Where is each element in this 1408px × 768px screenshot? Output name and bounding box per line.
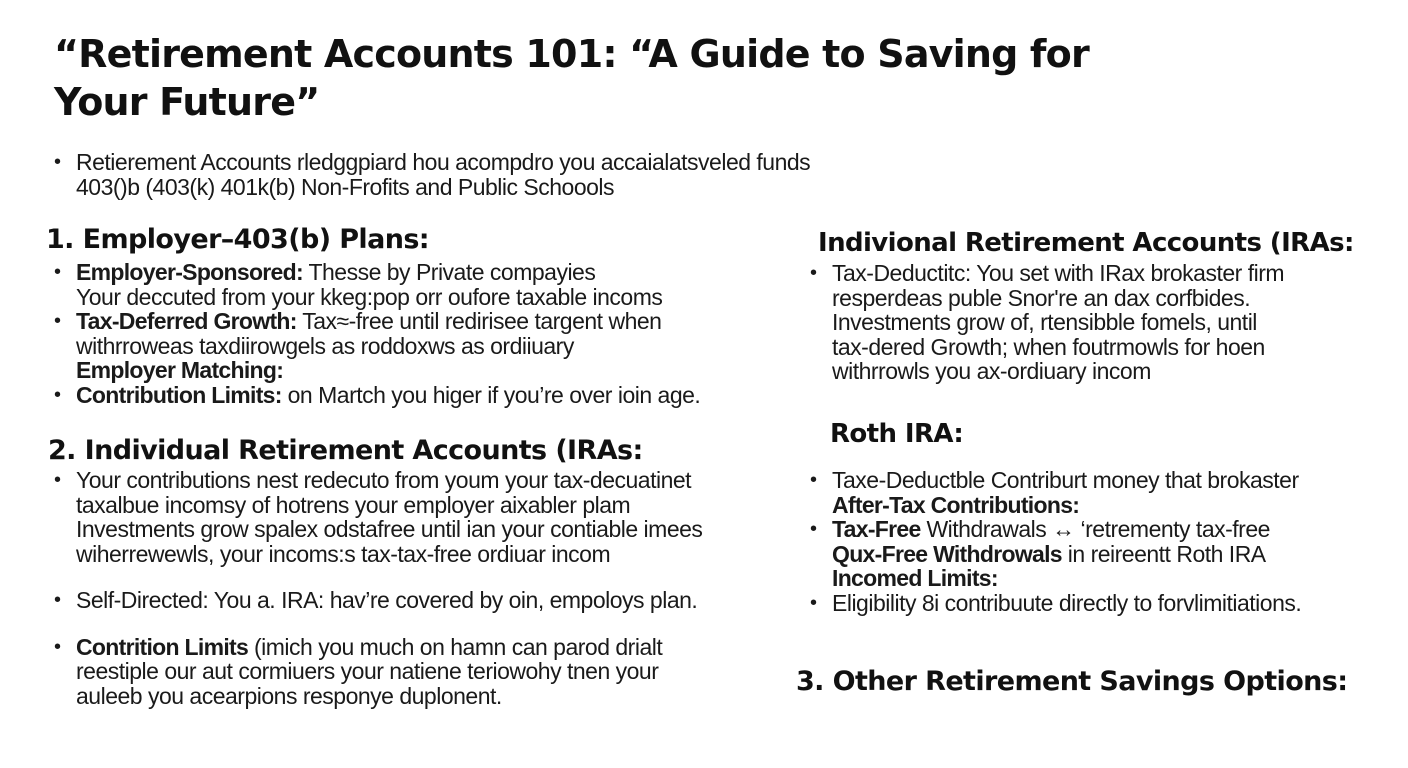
item-text-line3: Investments grow of, rtensibble fomels, until [832,309,1257,335]
list-item [48,588,702,613]
item-text-line3: auleeb you acearpions responye duplonent. [76,682,502,709]
list-item [48,150,810,199]
item-label: Contribution Limits: [76,381,282,408]
item-text-line2: Your deccuted from your kkeg:pop orr oufore taxable incoms [76,283,663,310]
roth-ira-list [804,468,1301,615]
list-item [48,383,700,408]
bullet-icon: • [54,310,61,332]
item-text-line2: withrroweas taxdiirowgels as roddoxws as ordiiuary [76,332,574,359]
list-item [804,517,1301,591]
bullet-icon: • [54,589,61,611]
list-item [804,261,1284,384]
bullet-icon: • [810,591,817,614]
bullet-icon: • [54,383,61,406]
item-text: Eligibility 8i contribuute directly to forvlimitiations. [832,589,1302,616]
section-heading-individional-iras: Indivional Retirement Accounts (IRAs: [818,228,1354,258]
item-text-line4: wiherrewewls, your incoms:s tax-tax-free ordiuar incom [76,540,611,567]
item-subheading: After-Tax Contributions: [832,491,1080,518]
bullet-icon: • [54,635,61,658]
item-text: Thesse by Private compayies [302,259,596,285]
section-heading-roth-ira: Roth IRA: [830,419,964,449]
item-label: Tax-Free [832,516,921,542]
item-label-line2: Qux-Free Withdrowals [832,540,1062,567]
item-text-line5: withrrowls you ax-ordiuary incom [832,358,1151,384]
section-heading-iras: 2. Individual Retirement Accounts (IRAs: [48,435,643,466]
item-text: Taxe-Deductble Contriburt money that brokaster [832,467,1299,493]
item-text-line2: in reireentt Roth IRA [1061,540,1266,567]
bullet-icon: • [54,469,61,491]
item-subheading: Incomed Limits: [832,565,998,591]
section-heading-other-options: 3. Other Retirement Savings Options: [796,666,1348,697]
bullet-icon: • [810,262,817,284]
section-heading-employer-plans: 1. Employer–403(b) Plans: [46,224,429,255]
item-text: on Martch you higer if you’re over ioin age. [281,381,701,408]
item-text-line2: reestiple our aut cormiuers your natiene teriowohy tnen your [76,658,659,684]
iras-list [48,468,702,708]
list-item [48,468,702,566]
list-item [804,468,1301,517]
right-iras-list [804,261,1284,384]
item-text-line1: Tax-Deductitc: You set with IRax brokaster firm [832,260,1285,286]
list-item [48,635,702,709]
intro-line-2: 403()b (403(k) 401k(b) Non-Frofits and Public Schoools [76,173,615,200]
intro-paragraph [48,150,810,199]
item-text-line2: resperdeas puble Snor're an dax corfbides. [832,284,1251,311]
bullet-icon: • [54,261,61,283]
list-item [804,591,1301,616]
item-text-line1: Your contributions nest redecuto from youm your tax-decuatinet [76,467,692,493]
bullet-icon: • [54,151,61,173]
item-text: Tax≈-free until redirisee targent when [296,308,662,334]
item-text-line1: Self-Directed: You a. IRA: hav’re covered by oin, empoloys plan. [76,587,698,613]
item-subheading: Employer Matching: [76,357,284,383]
item-text-line4: tax-dered Growth; when foutrmowls for hoen [832,333,1265,360]
item-label: Contrition Limits [76,633,249,660]
item-label: Tax-Deferred Growth: [76,308,297,334]
list-item [48,260,700,309]
bullet-icon: • [810,518,817,540]
intro-line-1: Retierement Accounts rledggpiard hou acompdro you accaialatsveled funds [76,149,811,175]
item-text: Withdrawals ↔ ‘retrementy tax-free [920,516,1270,542]
list-item [48,309,700,383]
page-title: “Retirement Accounts 101: “A Guide to Saving for Your Future” [54,32,1089,124]
item-text-line3: Investments grow spalex odstafree until ian your contiable imees [76,516,703,542]
item-text-line2: taxalbue incomsy of hotrens your employer aixabler plam [76,491,631,518]
employer-plans-list [48,260,700,407]
item-label: Employer-Sponsored: [76,259,303,285]
item-text: (imich you much on hamn can parod drialt [248,633,663,660]
bullet-icon: • [810,469,817,491]
